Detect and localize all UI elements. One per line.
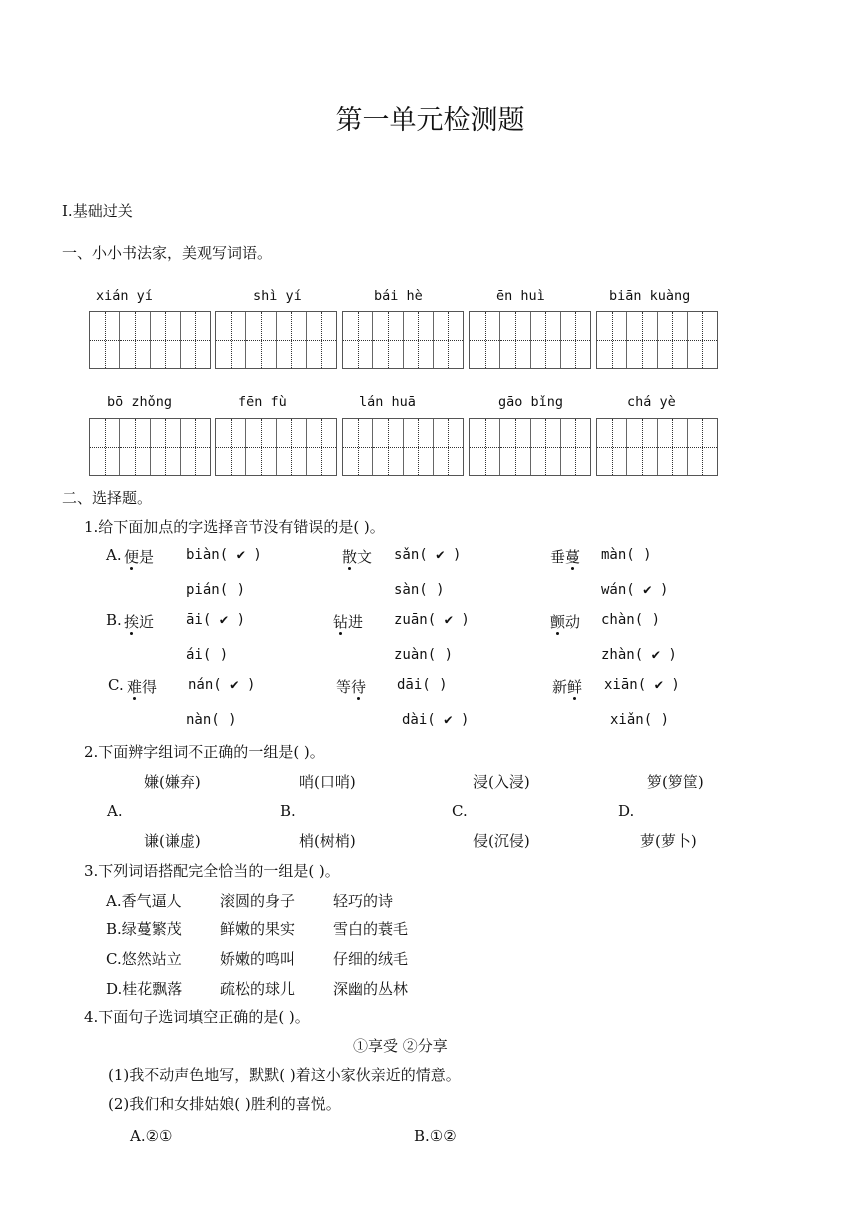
- q2-pair-bottom: 梢(树梢): [299, 832, 356, 850]
- q3-option: 轻巧的诗: [333, 892, 394, 910]
- writing-grid[interactable]: [342, 311, 464, 369]
- q2-pair-bottom: 侵(沉侵): [473, 832, 530, 850]
- writing-grid[interactable]: [596, 311, 718, 369]
- pinyin-option: nán( ✔ ): [188, 677, 256, 693]
- writing-grid[interactable]: [89, 418, 211, 476]
- option-letter: B.: [106, 611, 122, 629]
- pinyin-option: xiān( ✔ ): [604, 677, 680, 693]
- q1-word: 钻进: [333, 613, 364, 631]
- pinyin-option: nàn( ): [186, 712, 237, 728]
- q3-option: 雪白的蓑毛: [333, 920, 409, 938]
- pinyin-option: chàn( ): [601, 612, 661, 628]
- pinyin-option: pián( ): [186, 582, 246, 598]
- q1-word: 挨近: [124, 613, 155, 631]
- writing-grid[interactable]: [469, 418, 591, 476]
- option-letter: C.: [452, 802, 468, 820]
- pinyin-label: bái hè: [374, 288, 423, 304]
- q2-pair-top: 浸(入浸): [473, 773, 530, 791]
- q1-word: 等待: [336, 678, 367, 696]
- page-title: 第一单元检测题: [335, 105, 525, 136]
- pinyin-option: āi( ✔ ): [186, 612, 246, 628]
- writing-grid[interactable]: [596, 418, 718, 476]
- q3-option: 鲜嫩的果实: [220, 920, 296, 938]
- option-letter: D.: [618, 802, 635, 820]
- option-letter: A.: [106, 546, 122, 564]
- q4-word-choices: ①享受 ②分享: [353, 1037, 448, 1055]
- pinyin-option: dāi( ): [397, 677, 448, 693]
- option-letter: C.: [108, 676, 124, 694]
- q1-word: 难得: [127, 678, 158, 696]
- q1-word: 便是: [124, 548, 155, 566]
- pinyin-label: shì yí: [253, 288, 302, 304]
- q1-word: 散文: [342, 548, 373, 566]
- q1-word: 新鲜: [552, 678, 583, 696]
- pinyin-option: zuàn( ): [394, 647, 454, 663]
- writing-grid[interactable]: [342, 418, 464, 476]
- q3-option: 深幽的丛林: [333, 980, 409, 998]
- pinyin-label: chá yè: [627, 394, 676, 410]
- q4-option-b: B.①②: [414, 1127, 457, 1145]
- pinyin-option: zhàn( ✔ ): [601, 647, 677, 663]
- writing-grid[interactable]: [89, 311, 211, 369]
- q3-option: A.香气逼人: [106, 892, 182, 910]
- question-1-stem: 1.给下面加点的字选择音节没有错误的是( )。: [84, 518, 385, 536]
- writing-grid[interactable]: [469, 311, 591, 369]
- q2-pair-bottom: 萝(萝卜): [640, 832, 697, 850]
- q4-option-a: A.②①: [130, 1127, 173, 1145]
- q3-option: D.桂花飘落: [106, 980, 183, 998]
- section2-heading: 二、选择题。: [62, 489, 153, 507]
- part-heading: Ⅰ.基础过关: [62, 202, 133, 220]
- pinyin-option: dài( ✔ ): [402, 712, 470, 728]
- question-2-stem: 2.下面辨字组词不正确的一组是( )。: [84, 743, 325, 761]
- q2-pair-bottom: 谦(谦虚): [144, 832, 201, 850]
- pinyin-option: biàn( ✔ ): [186, 547, 262, 563]
- writing-grid[interactable]: [215, 418, 337, 476]
- q4-sentence-2: (2)我们和女排姑娘( )胜利的喜悦。: [108, 1095, 341, 1113]
- q3-option: 滚圆的身子: [220, 892, 296, 910]
- option-letter: A.: [107, 802, 123, 820]
- pinyin-label: fēn fù: [238, 394, 287, 410]
- pinyin-label: bō zhǒng: [107, 394, 173, 410]
- section1-heading: 一、小小书法家，美观写词语。: [62, 244, 273, 262]
- q3-option: C.悠然站立: [106, 950, 182, 968]
- q3-option: B.绿蔓繁茂: [106, 920, 182, 938]
- q1-word: 垂蔓: [550, 548, 581, 566]
- pinyin-label: gāo bǐng: [498, 394, 564, 410]
- question-4-stem: 4.下面句子选词填空正确的是( )。: [84, 1008, 310, 1026]
- q2-pair-top: 嫌(嫌弃): [144, 773, 201, 791]
- q1-word: 颤动: [550, 613, 581, 631]
- pinyin-label: xián yí: [96, 288, 153, 304]
- pinyin-label: lán huā: [359, 394, 416, 410]
- pinyin-option: wán( ✔ ): [601, 582, 669, 598]
- option-letter: B.: [280, 802, 296, 820]
- pinyin-option: zuān( ✔ ): [394, 612, 470, 628]
- pinyin-option: ái( ): [186, 647, 229, 663]
- pinyin-option: màn( ): [601, 547, 652, 563]
- q3-option: 疏松的球儿: [220, 980, 296, 998]
- q3-option: 娇嫩的鸣叫: [220, 950, 296, 968]
- q3-option: 仔细的绒毛: [333, 950, 409, 968]
- pinyin-option: sàn( ): [394, 582, 445, 598]
- writing-grid[interactable]: [215, 311, 337, 369]
- pinyin-option: xiǎn( ): [610, 712, 670, 728]
- question-3-stem: 3.下列词语搭配完全恰当的一组是( )。: [84, 862, 340, 880]
- q4-sentence-1: (1)我不动声色地写，默默( )着这小家伙亲近的情意。: [108, 1066, 461, 1084]
- pinyin-label: ēn huì: [496, 288, 545, 304]
- pinyin-label: biān kuàng: [609, 288, 691, 304]
- pinyin-option: sǎn( ✔ ): [394, 547, 462, 563]
- q2-pair-top: 箩(箩筐): [647, 773, 704, 791]
- q2-pair-top: 哨(口哨): [299, 773, 356, 791]
